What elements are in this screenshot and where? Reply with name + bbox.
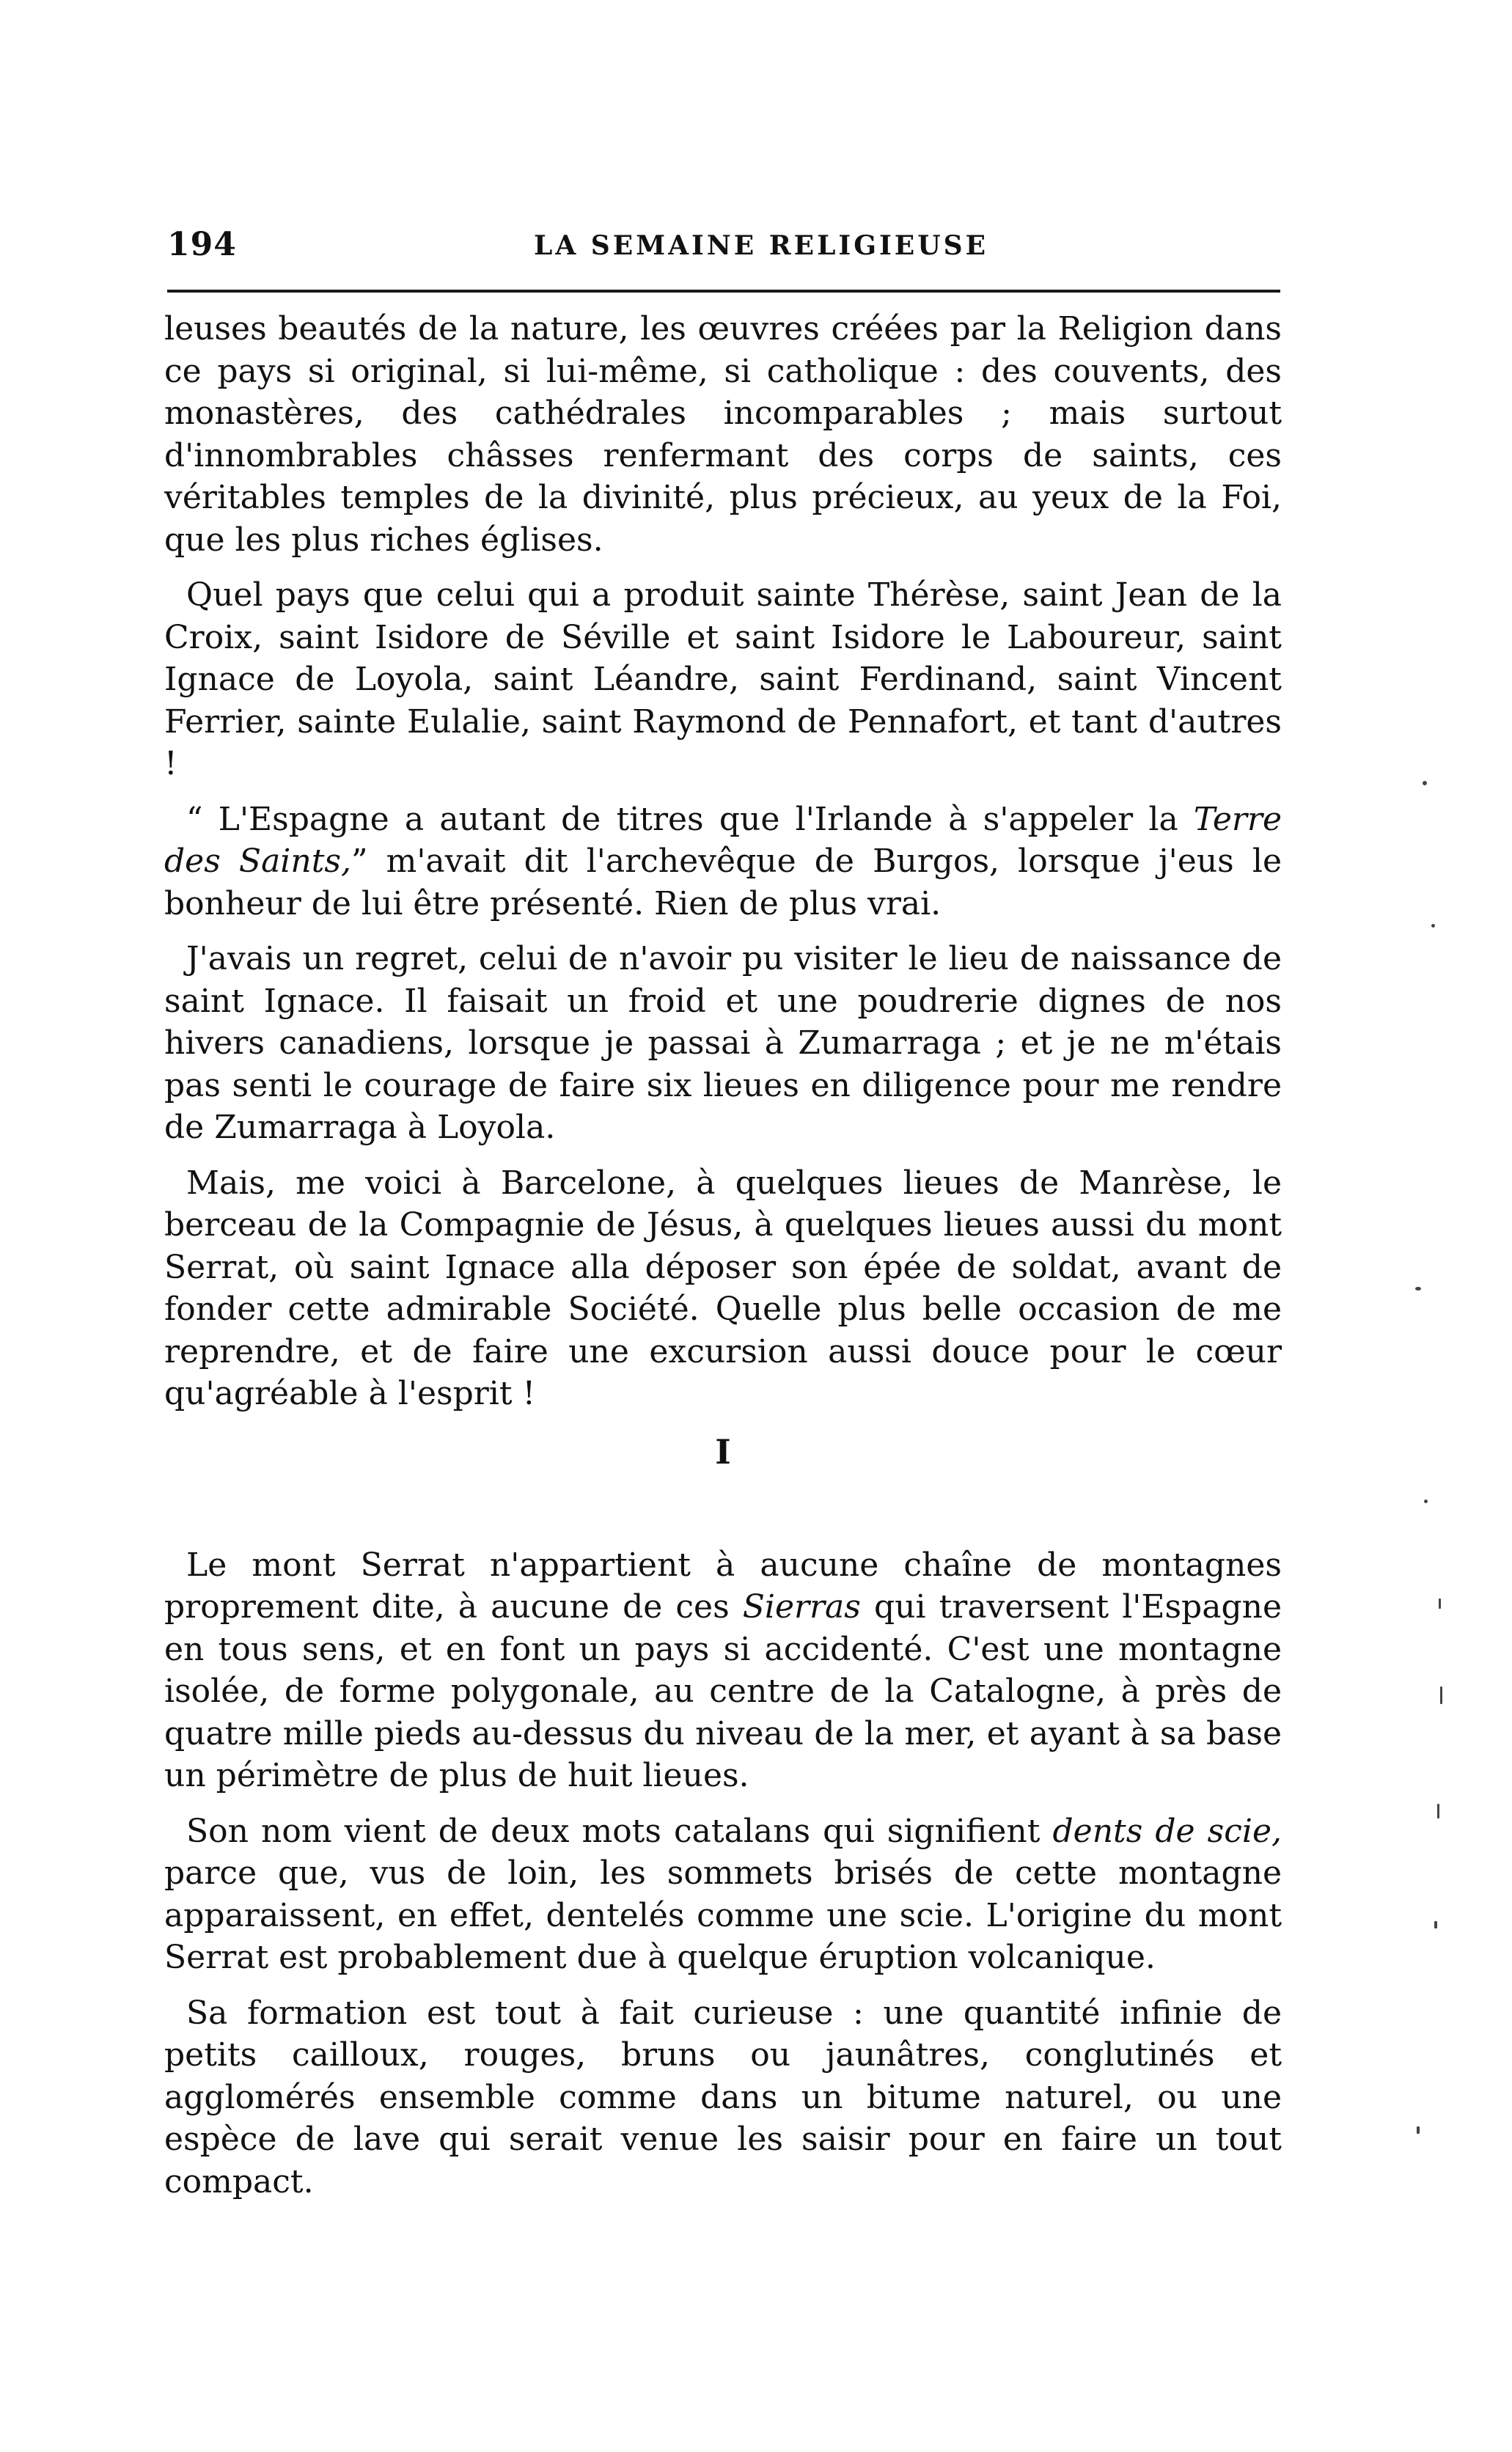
- page-number: 194: [167, 226, 237, 263]
- speck: [1440, 1686, 1442, 1704]
- speck: [1431, 924, 1435, 928]
- paragraph-6-italic: Sierras: [742, 1588, 861, 1626]
- paragraph-6-text-c: qui traversent l'Espagne en tous sens, et en font un pays si accidenté. C'est une montagne isolée, de forme polygonale, au centre de la Catalogne, à près de quatre mille pieds au-dessus du niveau de la mer, et ayant à sa base un périmètre de plus de huit lieues.: [164, 1588, 1282, 1794]
- section-heading: I: [715, 1431, 731, 1472]
- paragraph-3: [164, 799, 1282, 925]
- paragraph-7-text-c: parce que, vus de loin, les sommets brisés de cette montagne apparaissent, en effet, dentelés comme une scie. L'origine du mont Serrat est probablement due à quelque éruption volcanique.: [164, 1854, 1282, 1976]
- article-body: [164, 308, 1282, 2203]
- header-rule: [167, 290, 1280, 293]
- paragraph-3-italic: Terre des Saints,: [164, 800, 1282, 880]
- paragraph-8: Sa formation est tout à fait curieuse : une quantité infinie de petits cailloux, rouges, bruns ou jaunâtres, conglutinés et agglomérés ensemble comme dans un bitume naturel, ou une espèce de lave qui serait venue les saisir pour en faire un tout compact.: [164, 1994, 1282, 2200]
- paragraph-5: Mais, me voici à Barcelone, à quelques lieues de Manrèse, le berceau de la Compagnie de Jésus, à quelques lieues aussi du mont Serrat, où saint Ignace alla déposer son épée de soldat, avant de fonder cette admirable Société. Quelle plus belle occasion de me reprendre, et de faire une excursion aussi douce pour le cœur qu'agréable à l'esprit !: [164, 1164, 1282, 1412]
- running-title: LA SEMAINE RELIGIEUSE: [534, 230, 989, 261]
- paragraph-3-text-a: “ L'Espagne a autant de titres que l'Irlande à s'appeler la: [186, 800, 1194, 838]
- paragraph-7-italic: dents de scie,: [1052, 1812, 1282, 1850]
- margin-specks: [1402, 0, 1512, 2452]
- paragraph-4: J'avais un regret, celui de n'avoir pu visiter le lieu de naissance de saint Ignace. Il faisait un froid et une poudrerie dignes de nos hivers canadiens, lorsque je passai à Zumarraga ; et je ne m'étais pas senti le courage de faire six lieues en diligence pour me rendre de Zumarraga à Loyola.: [164, 940, 1282, 1146]
- page-header: [167, 220, 1280, 279]
- paragraph-6-text-a: Le mont Serrat n'appartient à aucune chaîne de montagnes proprement dite, à aucune de ces: [164, 1546, 1282, 1626]
- speck: [1415, 1287, 1421, 1291]
- paragraph-7: [164, 1810, 1282, 1979]
- paragraph-7-text-a: Son nom vient de deux mots catalans qui signifient: [186, 1812, 1053, 1850]
- speck: [1417, 2126, 1420, 2134]
- paragraph-6: [164, 1544, 1282, 1797]
- speck: [1437, 1804, 1439, 1818]
- paragraph-3-text-c: ” m'avait dit l'archevêque de Burgos, lorsque j'eus le bonheur de lui être présenté. Rien de plus vrai.: [164, 843, 1282, 922]
- speck: [1439, 1598, 1441, 1609]
- speck: [1424, 1500, 1428, 1503]
- paragraph-2: Quel pays que celui qui a produit sainte Thérèse, saint Jean de la Croix, saint Isidore de Séville et saint Isidore le Laboureur, saint Ignace de Loyola, saint Léandre, saint Ferdinand, saint Vincent Ferrier, sainte Eulalie, saint Raymond de Pennafort, et tant d'autres !: [164, 576, 1282, 782]
- paragraph-1: leuses beautés de la nature, les œuvres créées par la Religion dans ce pays si original, si lui-même, si catholique : des couvents, des monastères, des cathédrales incomparables ; mais surtout d'innombrables châsses renfermant des corps de saints, ces véritables temples de la divinité, plus précieux, au yeux de la Foi, que les plus riches églises.: [164, 310, 1282, 559]
- speck: [1434, 1921, 1437, 1928]
- speck: [1423, 781, 1427, 785]
